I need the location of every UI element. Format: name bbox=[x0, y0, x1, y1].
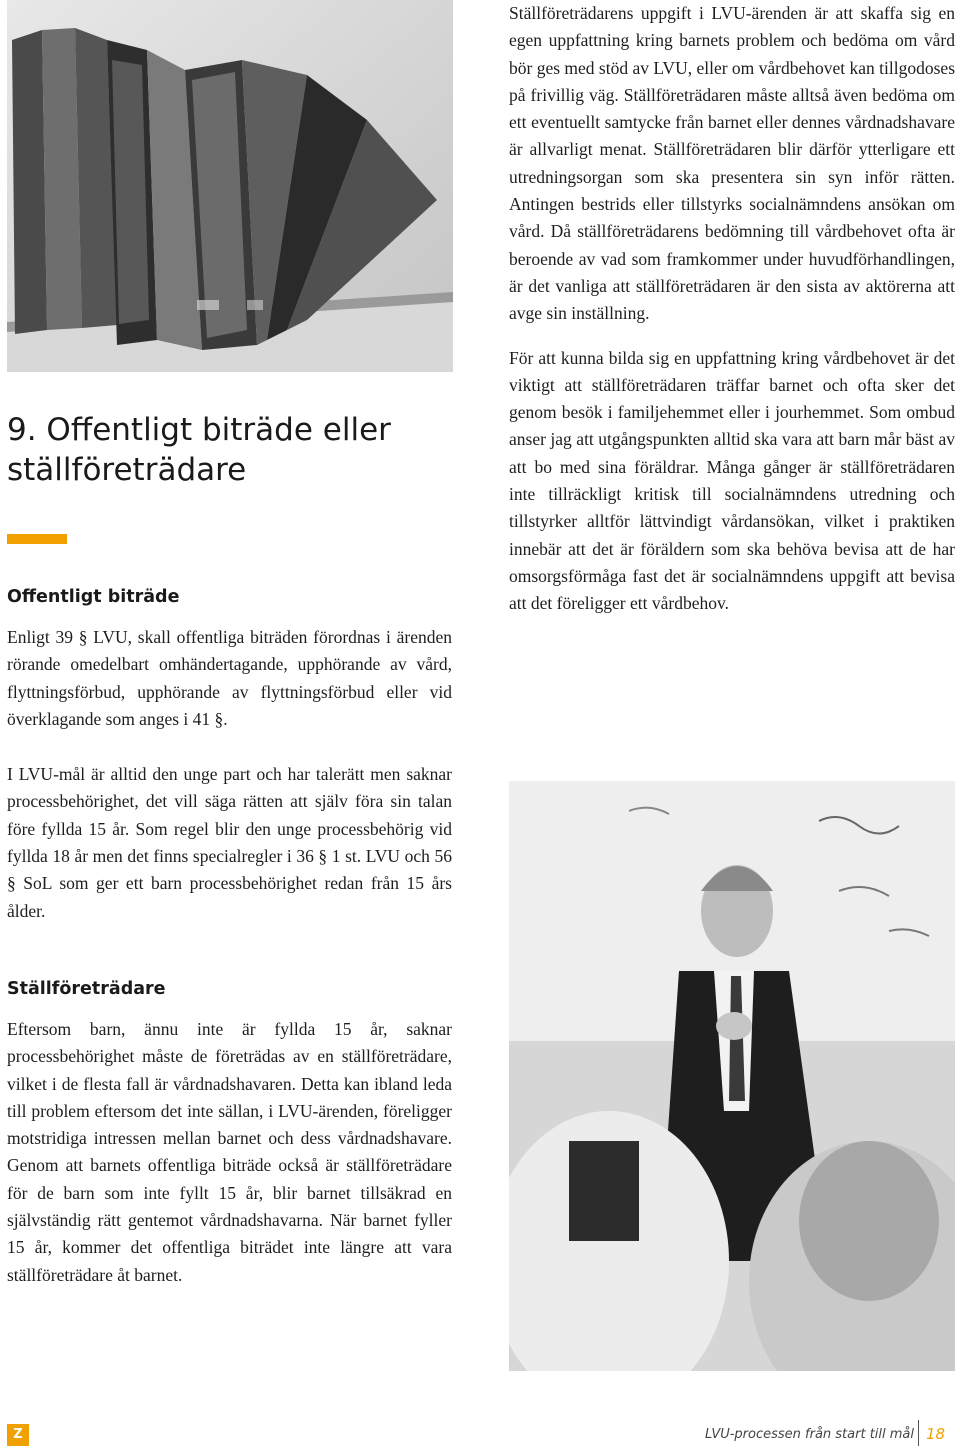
publisher-logo: Z bbox=[7, 1424, 29, 1446]
subheading-stallforetradare: Ställföreträdare bbox=[7, 978, 166, 999]
accent-bar bbox=[7, 534, 67, 544]
lecture-illustration bbox=[509, 781, 955, 1371]
footer-title: LVU-processen från start till mål bbox=[705, 1427, 914, 1442]
lecture-photo bbox=[509, 781, 955, 1371]
left-column bbox=[7, 410, 452, 1289]
body-paragraph: Eftersom barn, ännu inte är fyllda 15 år, saknar processbehörighet måste de företrädas av en ställföreträdare, vilket i de flesta fall är vårdnadshavaren. Detta kan ibland leda till problem eftersom det inte sällan, i LVU-ärenden, föreligger motstridiga intressen mellan barnet och dess vårdnadshavare. Genom att barnets offentliga biträde också är ställföreträdare för de barn som inte fyllt 15 år, blir barnet tillsäkrad en självständig rätt gentemot vårdnadshavarna. När barnet fyller 15 år, kommer det offentliga biträdet inte längre att vara ställföreträdare åt barnet. bbox=[7, 1018, 452, 1285]
footer-divider bbox=[918, 1420, 919, 1446]
body-paragraph: För att kunna bilda sig en uppfattning kring vårdbehovet är det viktigt att ställföreträdaren träffar barnet och ofta sker det genom besök i familjehemmet eller i jourhemmet. Som ombud anser jag att utgångspunkten alltid ska vara att barn mår bäst av att bo med sina föräldrar. Många gånger är ställföreträdaren inte tillräckligt kritisk till socialnämndens utredning och tillstyrker alltför lättvindigt vårdansökan, vilket i praktiken innebär att det är föräldern som ska behöva bevisa att de har omsorgsförmåga fast det är socialnämndens uppgift att bevisa att det föreligger ett vårdbehov. bbox=[509, 347, 955, 614]
books-illustration bbox=[7, 0, 453, 372]
subheading-offentligt-bitrade: Offentligt biträde bbox=[7, 587, 180, 607]
body-paragraph: I LVU-mål är alltid den unge part och har talerätt men saknar processbehörighet, det vill säga rätten att själv föra sin talan före fyllda 15 år. Som regel blir den unge processbehörig vid fyllda 18 år men det finns specialregler i 36 § 1 st. LVU och 56 § SoL som ger ett barn processbehörighet redan från 15 års ålder. bbox=[7, 764, 452, 921]
page-number: 18 bbox=[926, 1425, 946, 1443]
right-column bbox=[509, 0, 955, 618]
body-paragraph: Ställföreträdarens uppgift i LVU-ärenden är att skaffa sig en egen uppfattning kring barnets problem och bedöma om vård bör ges med stöd av LVU, eller om vårdbehovet kan tillgodoses på frivillig väg. Ställföreträdaren måste alltså även bedöma om ett eventuellt samtycke från barnet eller dennes vårdnadshavare är allvarligt menat. Ställföreträdaren blir därför ytterligare ett utredningsorgan som ska presentera sin syn inför rätten. Antingen bestrids eller tillstyrks socialnämndens ansökan om vård. Då ställföreträdarens bedömning till vårdbehovet ofta är beroende av vad som framkommer under huvudförhandlingen, är det vanliga att ställföreträdaren är den sista av aktörerna att avge sin inställning. bbox=[509, 3, 956, 324]
body-paragraph: Enligt 39 § LVU, skall offentliga biträden förordnas i ärenden rörande omedelbart omhändertagande, upphörande av vård, flyttningsförbud, upphörande av flyttningsförbud eller vid överklagande som anges i 41 §. bbox=[7, 627, 452, 729]
section-heading: 9. Offentligt biträde eller ställföreträdare bbox=[7, 412, 391, 488]
books-photo bbox=[7, 0, 453, 372]
